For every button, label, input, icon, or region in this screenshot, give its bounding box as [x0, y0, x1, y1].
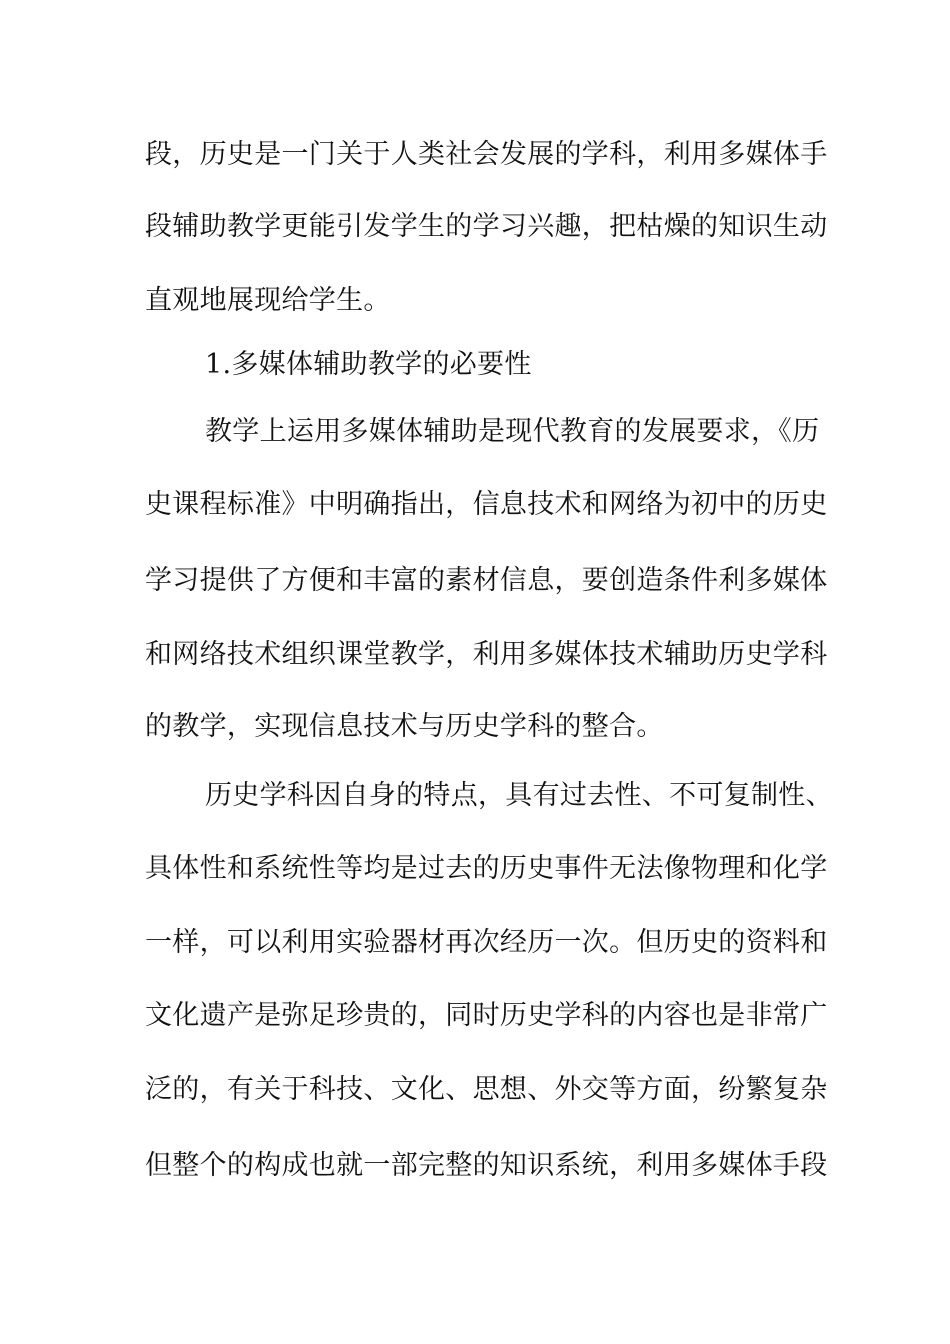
- text-line: 泛的，有关于科技、文化、思想、外交等方面，纷繁复杂: [145, 1074, 828, 1105]
- text-line: 具体性和系统性等均是过去的历史事件无法像物理和化学: [145, 853, 828, 884]
- text-line: 但整个的构成也就一部完整的知识系统，利用多媒体手段: [145, 1150, 828, 1181]
- text-line: 段，历史是一门关于人类社会发展的学科，利用多媒体手: [145, 139, 828, 170]
- text-line: 直观地展现给学生。: [145, 285, 391, 316]
- text-line: 和网络技术组织课堂教学，利用多媒体技术辅助历史学科: [145, 639, 828, 670]
- text-line: 学习提供了方便和丰富的素材信息，要创造条件利多媒体: [145, 565, 828, 596]
- text-line: 史课程标准》中明确指出，信息技术和网络为初中的历史: [145, 489, 828, 520]
- text-line: 历史学科因自身的特点，具有过去性、不可复制性、: [205, 780, 833, 811]
- section-heading: 1.多媒体辅助教学的必要性: [205, 349, 532, 380]
- text-line: 段辅助教学更能引发学生的学习兴趣，把枯燥的知识生动: [145, 211, 828, 242]
- text-line: 文化遗产是弥足珍贵的，同时历史学科的内容也是非常广: [145, 1000, 828, 1031]
- text-line: 教学上运用多媒体辅助是现代教育的发展要求，《历: [205, 416, 820, 447]
- text-line: 一样，可以利用实验器材再次经历一次。但历史的资料和: [145, 927, 828, 958]
- text-line: 的教学，实现信息技术与历史学科的整合。: [145, 711, 664, 742]
